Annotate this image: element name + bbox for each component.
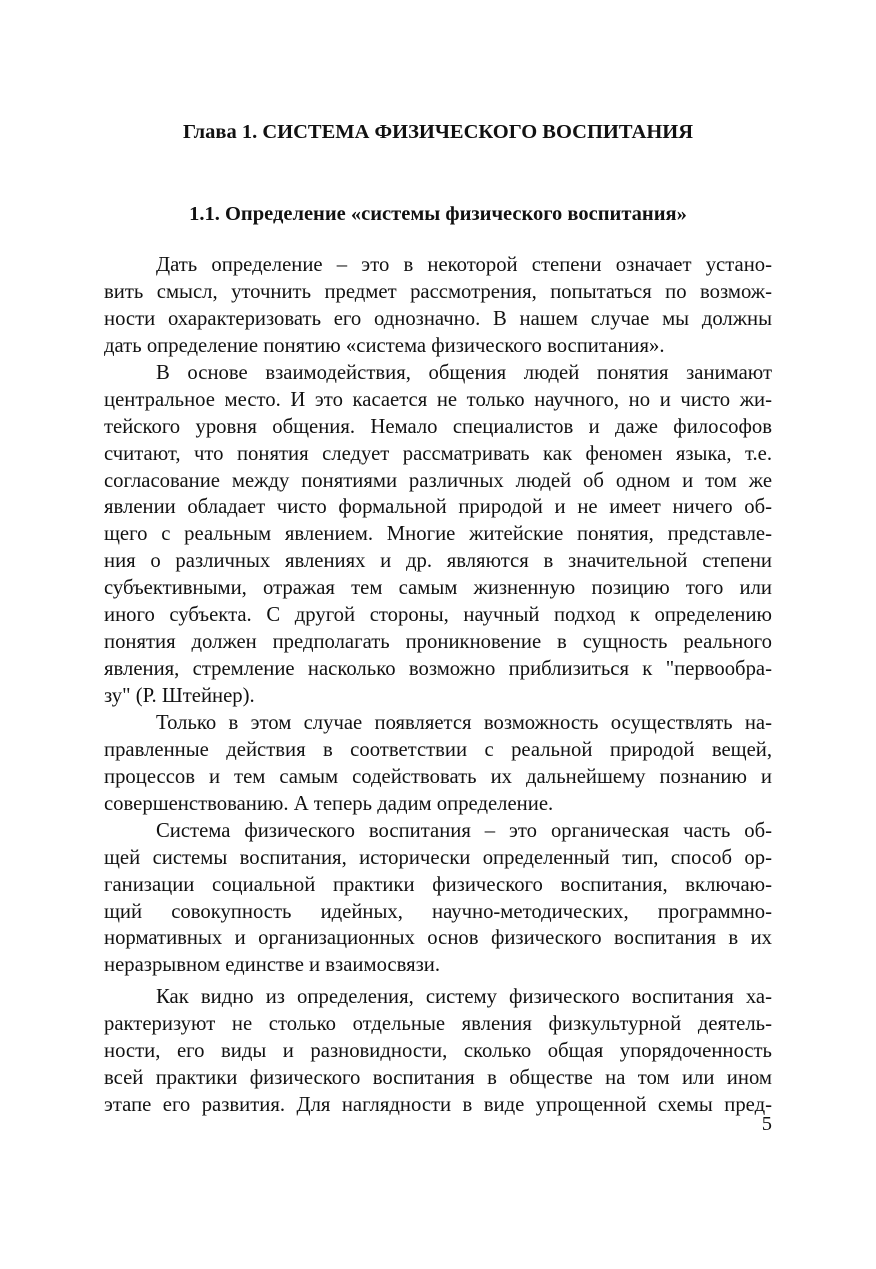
text-line: ности охарактеризовать его однозначно. В нашем случае мы должны [104,307,772,330]
text-line: Только в этом случае появляется возможность осуществлять на- [156,711,772,734]
text-line: иного субъекта. С другой стороны, научный подход к определению [104,604,772,627]
text-line: дать определение понятию «система физического воспитания». [104,334,665,357]
text-line: щий совокупность идейных, научно-методических, программно- [104,900,772,923]
paragraph [104,818,772,980]
body-text [104,252,772,1119]
text-line: понятия должен предполагать проникновение в сущность реального [104,631,772,654]
text-line: нормативных и организационных основ физического воспитания в их [104,927,772,950]
section-title: 1.1. Определение «системы физического воспитания» [189,203,687,225]
text-line: щего с реальным явлением. Многие житейские понятия, представле- [104,523,772,546]
text-line: центральное место. И это касается не только научного, но и чисто жи- [104,388,772,411]
paragraph [104,984,772,1119]
text-line: согласование между понятиями различных людей об одном и том же [104,469,772,492]
text-line: субъективными, отражая тем самым жизненную позицию того или [104,577,772,600]
text-line: неразрывном единстве и взаимосвязи. [104,954,441,977]
text-line: всей практики физического воспитания в обществе на том или ином [104,1067,772,1090]
paragraph [104,360,772,710]
paragraph [104,710,772,818]
paragraph [104,252,772,360]
text-line: считают, что понятия следует рассматривать как феномен языка, т.е. [104,442,772,465]
text-line: явления, стремление насколько возможно приблизиться к "первообра- [104,658,772,681]
text-line: тейского уровня общения. Немало специалистов и даже философов [104,415,772,438]
text-line: ния о различных явлениях и др. являются в значительной степени [104,550,772,573]
text-line: щей системы воспитания, исторически определенный тип, способ ор- [104,846,772,869]
text-line: Дать определение – это в некоторой степени означает устано- [156,254,772,276]
text-line: Как видно из определения, систему физического воспитания ха- [156,986,772,1009]
text-line: процессов и тем самым содействовать их дальнейшему познанию и [104,765,772,788]
chapter-title: Глава 1. СИСТЕМА ФИЗИЧЕСКОГО ВОСПИТАНИЯ [182,121,694,143]
text-line: вить смысл, уточнить предмет рассмотрения, попытаться по возмож- [104,280,772,303]
text-line: правленные действия в соответствии с реальной природой вещей, [104,738,772,761]
text-line: явлении обладает чисто формальной природой и не имеет ничего об- [104,496,772,519]
page-number: 5 [761,1113,772,1135]
text-line: ности, его виды и разновидности, сколько общая упорядоченность [104,1040,772,1063]
text-line: ганизации социальной практики физического воспитания, включаю- [104,873,772,896]
text-line: Система физического воспитания – это органическая часть об- [156,819,772,842]
text-line: совершенствованию. А теперь дадим определение. [104,792,554,815]
text-line: этапе его развития. Для наглядности в виде упрощенной схемы пред- [104,1094,772,1117]
text-line: В основе взаимодействия, общения людей понятия занимают [156,361,772,384]
text-line: зу" (Р. Штейнер). [104,685,255,707]
text-line: рактеризуют не столько отдельные явления физкультурной деятель- [104,1013,772,1036]
